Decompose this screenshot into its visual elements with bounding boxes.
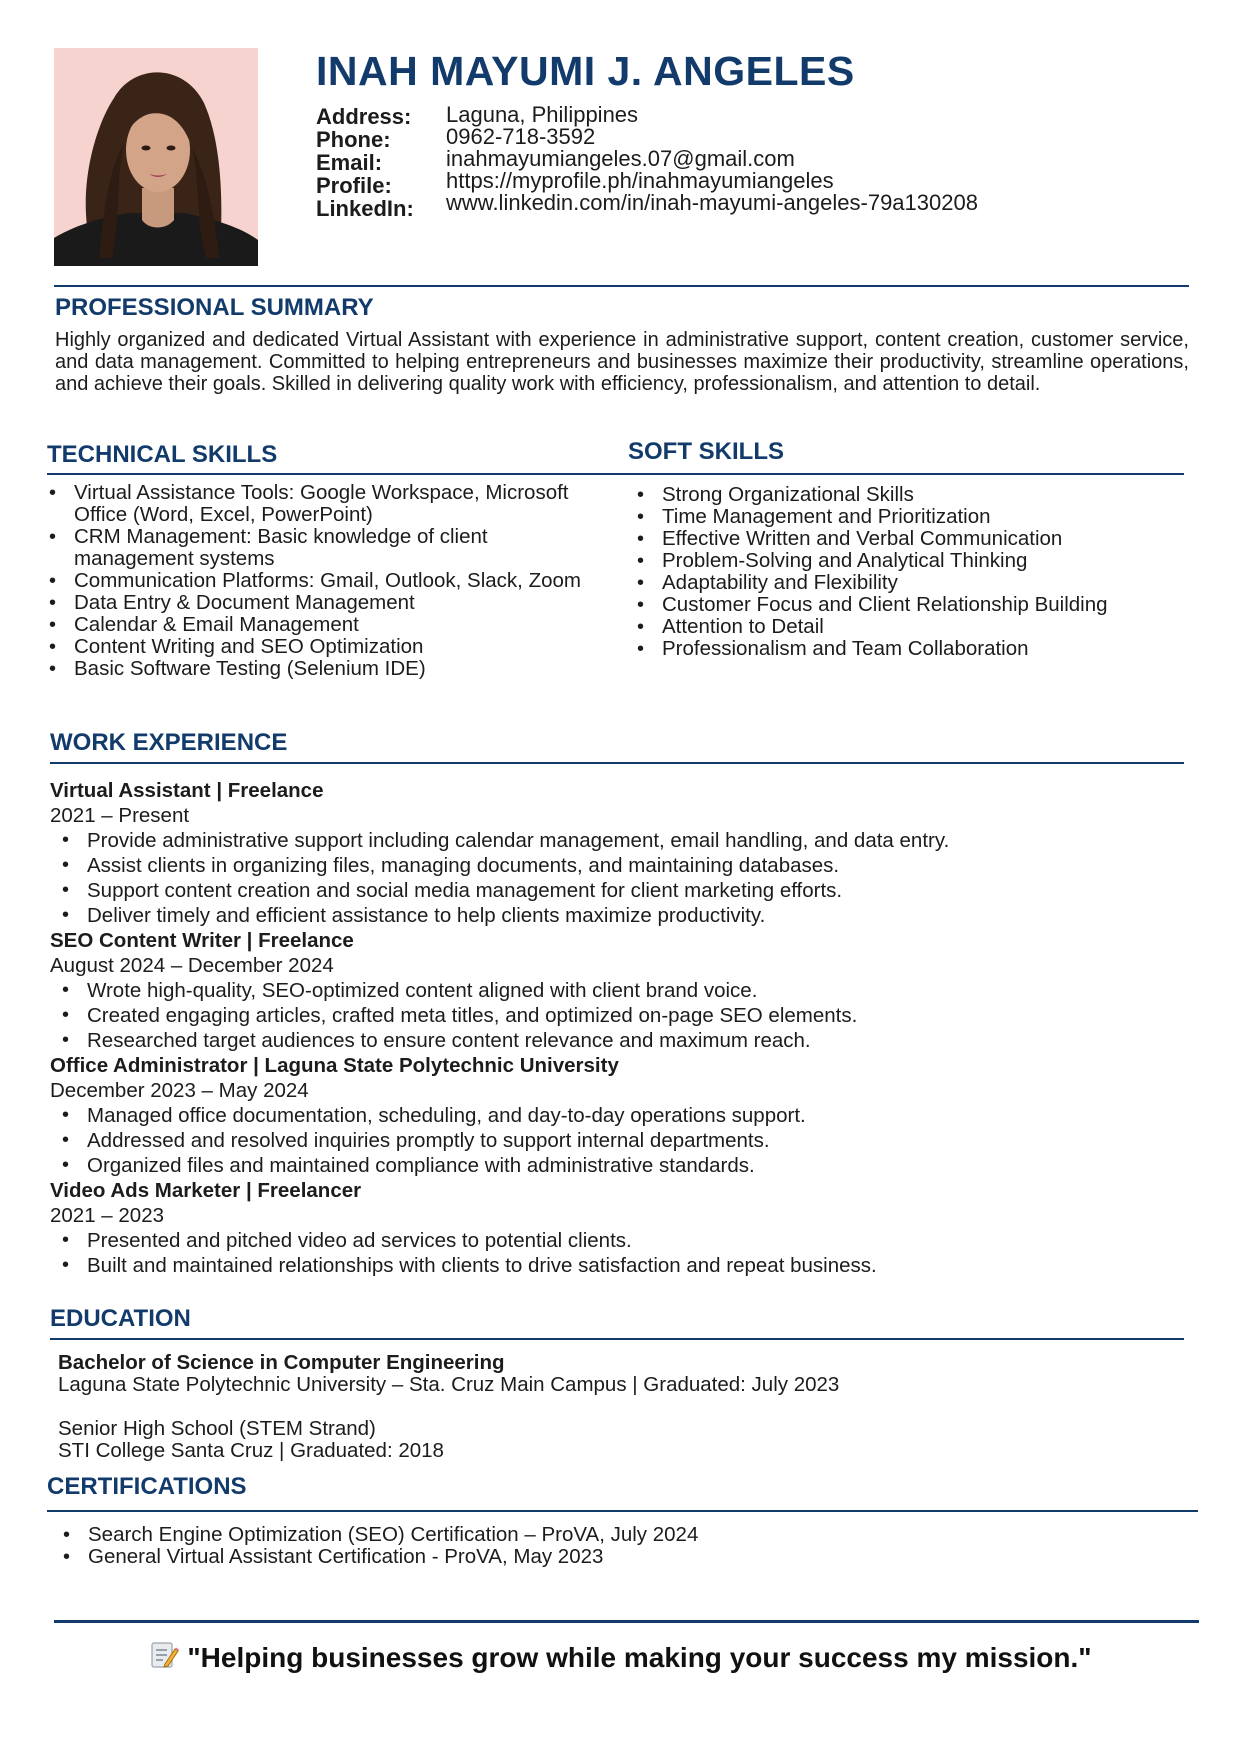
list-item: • Time Management and Prioritization <box>636 506 1196 528</box>
list-item: • Provide administrative support including calendar management, email handling, and data entry. <box>50 828 1180 853</box>
profile-link[interactable]: https://myprofile.ph/inahmayumiangeles <box>446 168 834 193</box>
shs-school: STI College Santa Cruz | Graduated: 2018 <box>58 1439 444 1462</box>
list-item: • Researched target audiences to ensure content relevance and maximum reach. <box>50 1028 1180 1053</box>
summary-text: Highly organized and dedicated Virtual Assistant with experience in administrative support, content creation, customer service, and data management. Committed to helping entrepreneurs and businesses maximize their productivity, streamline operations, and achieve their goals. Skilled in delivering quality work with efficiency, professionalism, and attention to detail. <box>55 329 1189 395</box>
list-item: • Communication Platforms: Gmail, Outlook, Slack, Zoom <box>48 570 588 592</box>
candidate-name: INAH MAYUMI J. ANGELES <box>316 48 855 94</box>
list-item: • Deliver timely and efficient assistance to help clients maximize productivity. <box>50 903 1180 928</box>
technical-skills-heading: TECHNICAL SKILLS <box>47 441 278 468</box>
job-bullets <box>50 1228 1180 1278</box>
list-item: • Virtual Assistance Tools: Google Workspace, Microsoft Office (Word, Excel, PowerPoint) <box>48 482 588 526</box>
job-title: Virtual Assistant | Freelance <box>50 779 324 802</box>
list-item: • General Virtual Assistant Certification - ProVA, May 2023 <box>62 1546 1162 1568</box>
job-dates: 2021 – 2023 <box>50 1204 165 1227</box>
certifications-list <box>62 1524 1162 1568</box>
list-item: • Adaptability and Flexibility <box>636 572 1196 594</box>
phone-label: Phone: <box>316 127 391 152</box>
list-item: • Created engaging articles, crafted meta titles, and optimized on-page SEO elements. <box>50 1003 1180 1028</box>
degree-title: Bachelor of Science in Computer Engineering <box>58 1351 505 1374</box>
list-item: • Calendar & Email Management <box>48 614 588 636</box>
list-item: • Organized files and maintained compliance with administrative standards. <box>50 1153 1180 1178</box>
job-title: Video Ads Marketer | Freelancer <box>50 1179 362 1202</box>
profile-label: Profile: <box>316 173 392 198</box>
contact-values <box>446 104 978 214</box>
certifications-divider <box>47 1510 1198 1512</box>
job-bullets <box>50 1103 1180 1178</box>
experience-heading: WORK EXPERIENCE <box>50 729 288 756</box>
email-value[interactable]: inahmayumiangeles.07@gmail.com <box>446 146 795 171</box>
job-bullets <box>50 828 1180 928</box>
degree-school: Laguna State Polytechnic University – Sta. Cruz Main Campus | Graduated: July 2023 <box>58 1373 840 1396</box>
list-item: • Addressed and resolved inquiries promptly to support internal departments. <box>50 1128 1180 1153</box>
list-item: • Professionalism and Team Collaboration <box>636 638 1196 660</box>
list-item: • Problem-Solving and Analytical Thinking <box>636 550 1196 572</box>
phone-value: 0962-718-3592 <box>446 124 596 149</box>
job-bullets <box>50 978 1180 1053</box>
memo-icon <box>149 1640 179 1677</box>
profile-photo <box>54 48 258 266</box>
list-item: • Built and maintained relationships with clients to drive satisfaction and repeat business. <box>50 1253 1180 1278</box>
list-item: • Strong Organizational Skills <box>636 484 1196 506</box>
list-item: • Basic Software Testing (Selenium IDE) <box>48 658 588 680</box>
job-dates: August 2024 – December 2024 <box>50 954 334 977</box>
address-label: Address: <box>316 104 412 129</box>
soft-skills-list <box>636 484 1196 660</box>
summary-heading: PROFESSIONAL SUMMARY <box>55 294 374 321</box>
soft-skills-heading: SOFT SKILLS <box>628 438 784 465</box>
address-value: Laguna, Philippines <box>446 102 639 127</box>
portrait-image <box>54 48 258 266</box>
job-title: SEO Content Writer | Freelance <box>50 929 354 952</box>
list-item: • Support content creation and social media management for client marketing efforts. <box>50 878 1180 903</box>
contact-labels <box>316 105 414 220</box>
job-dates: December 2023 – May 2024 <box>50 1079 309 1102</box>
list-item: • Effective Written and Verbal Communication <box>636 528 1196 550</box>
skills-divider <box>47 473 1184 475</box>
footer-divider <box>54 1620 1199 1623</box>
email-label: Email: <box>316 150 383 175</box>
list-item: • Managed office documentation, scheduling, and day-to-day operations support. <box>50 1103 1180 1128</box>
list-item: • CRM Management: Basic knowledge of client management systems <box>48 526 588 570</box>
technical-skills-list <box>48 482 588 680</box>
list-item: • Customer Focus and Client Relationship Building <box>636 594 1196 616</box>
shs-title: Senior High School (STEM Strand) <box>58 1417 376 1440</box>
list-item: • Attention to Detail <box>636 616 1196 638</box>
experience-divider <box>50 762 1184 764</box>
certifications-heading: CERTIFICATIONS <box>47 1473 247 1500</box>
list-item: • Presented and pitched video ad services to potential clients. <box>50 1228 1180 1253</box>
linkedin-link[interactable]: www.linkedin.com/in/inah-mayumi-angeles-79a130208 <box>446 190 978 215</box>
education-entries <box>58 1352 839 1462</box>
education-divider <box>50 1338 1184 1340</box>
header-divider <box>54 285 1189 287</box>
list-item: • Content Writing and SEO Optimization <box>48 636 588 658</box>
linkedin-label: LinkedIn: <box>316 196 414 221</box>
footer-quote <box>0 1640 1241 1677</box>
list-item: • Wrote high-quality, SEO-optimized content aligned with client brand voice. <box>50 978 1180 1003</box>
list-item: • Search Engine Optimization (SEO) Certification – ProVA, July 2024 <box>62 1524 1162 1546</box>
list-item: • Assist clients in organizing files, managing documents, and maintaining databases. <box>50 853 1180 878</box>
list-item: • Data Entry & Document Management <box>48 592 588 614</box>
education-heading: EDUCATION <box>50 1305 191 1332</box>
job-title: Office Administrator | Laguna State Polytechnic University <box>50 1054 619 1077</box>
job-virtual-assistant <box>50 778 1180 1278</box>
job-dates: 2021 – Present <box>50 804 190 827</box>
quote-text: "Helping businesses grow while making your success my mission." <box>187 1642 1092 1673</box>
